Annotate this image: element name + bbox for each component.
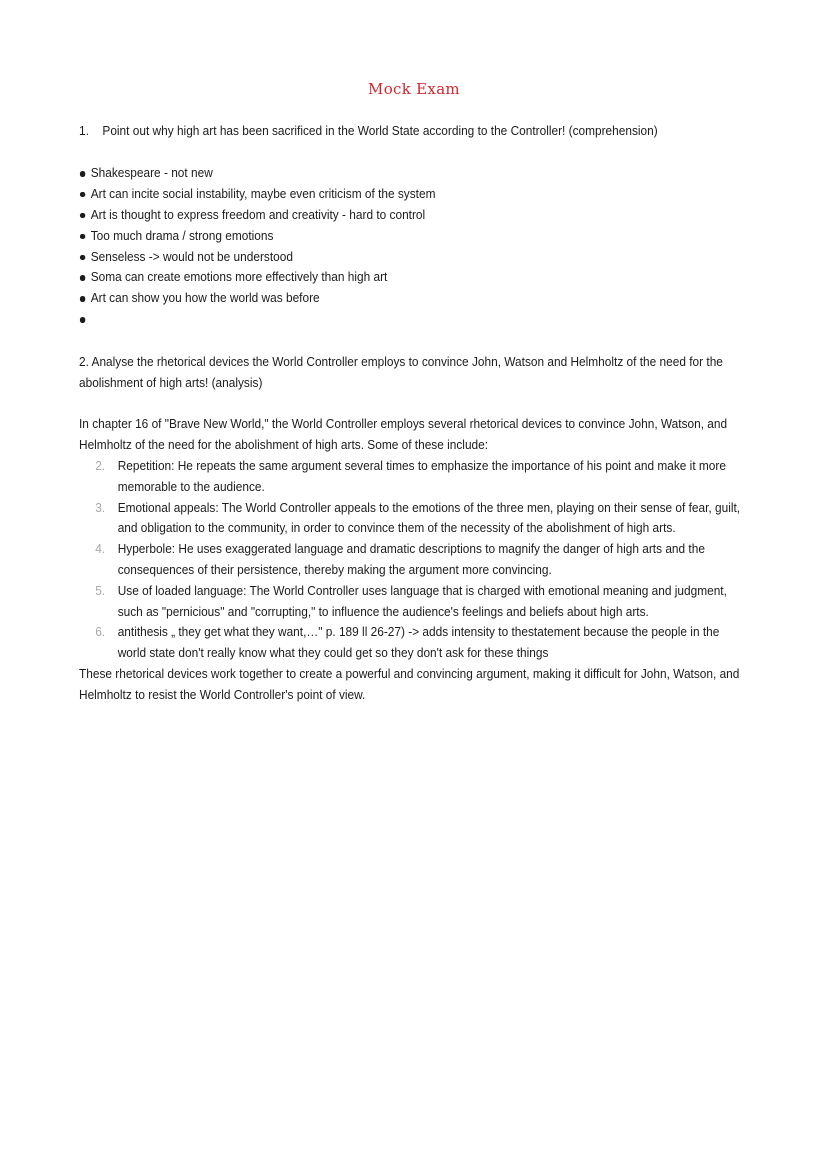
bullet-item: Too much drama / strong emotions xyxy=(79,226,709,247)
device-text: Repetition: He repeats the same argument several times to emphasize the importance of his point and make it more memorable to the audience. xyxy=(117,458,726,494)
answer-2-intro: In chapter 16 of "Brave New World," the World Controller employs several rhetorical devices to convince John, Watson, and Helmholtz of the need for the abolishment of high arts. Some of these include: xyxy=(79,416,728,452)
device-number: 2. xyxy=(95,458,106,473)
device-text: antithesis „ they get what they want,…" p. 189 ll 26-27) -> adds intensity to thestatement because the people in the world state don't really know what they could get so they don't ask for these things xyxy=(117,624,720,661)
bullet-item: Senseless -> would not be understood xyxy=(79,247,709,268)
bullet-item-empty xyxy=(79,309,709,330)
device-number: 4. xyxy=(95,541,106,557)
page-title: Mock Exam xyxy=(368,80,460,98)
bullet-item: Shakespeare - not new xyxy=(79,163,709,184)
device-text: Hyperbole: He uses exaggerated language and dramatic descriptions to magnify the danger of high arts and the consequences of their persistence, thereby making the argument more convincing. xyxy=(117,541,705,577)
device-item xyxy=(79,539,745,581)
device-number: 6. xyxy=(95,624,106,640)
bullet-item: Art can incite social instability, maybe even criticism of the system xyxy=(79,184,709,205)
bullet-item: Art can show you how the world was before xyxy=(79,288,709,309)
device-text: Emotional appeals: The World Controller appeals to the emotions of the three men, playing on their sense of fear, guilt, and obligation to the community, in order to convince them of the necessity of the abolishment of high arts. xyxy=(117,499,741,536)
answer-2-conclusion: These rhetorical devices work together to create a powerful and convincing argument, making it difficult for John, Watson, and Helmholtz to resist the World Controller's point of view. xyxy=(79,666,740,702)
device-item xyxy=(79,622,745,664)
device-item xyxy=(79,581,745,623)
rhetorical-devices-list xyxy=(79,456,745,664)
device-number: 3. xyxy=(95,499,106,515)
device-item xyxy=(79,456,745,498)
question-1 xyxy=(79,121,709,141)
question-1-text: Point out why high art has been sacrificed in the World State according to the Controller! (comprehension) xyxy=(102,123,658,138)
device-text: Use of loaded language: The World Controller uses language that is charged with emotional meaning and judgment, such as "pernicious" and "corrupting," to influence the audience's feelings and beliefs about high arts. xyxy=(117,582,727,619)
bullet-item: Soma can create emotions more effectively than high art xyxy=(79,267,709,288)
device-item xyxy=(79,498,745,540)
answer-1-bullet-list xyxy=(79,163,709,330)
question-1-number: 1. xyxy=(79,123,89,138)
device-number: 5. xyxy=(95,582,106,598)
bullet-item: Art is thought to express freedom and creativity - hard to control xyxy=(79,205,709,226)
question-2: 2. Analyse the rhetorical devices the World Controller employs to convince John, Watson and Helmholtz of the need for the abolishment of high arts! (analysis) xyxy=(79,354,723,390)
